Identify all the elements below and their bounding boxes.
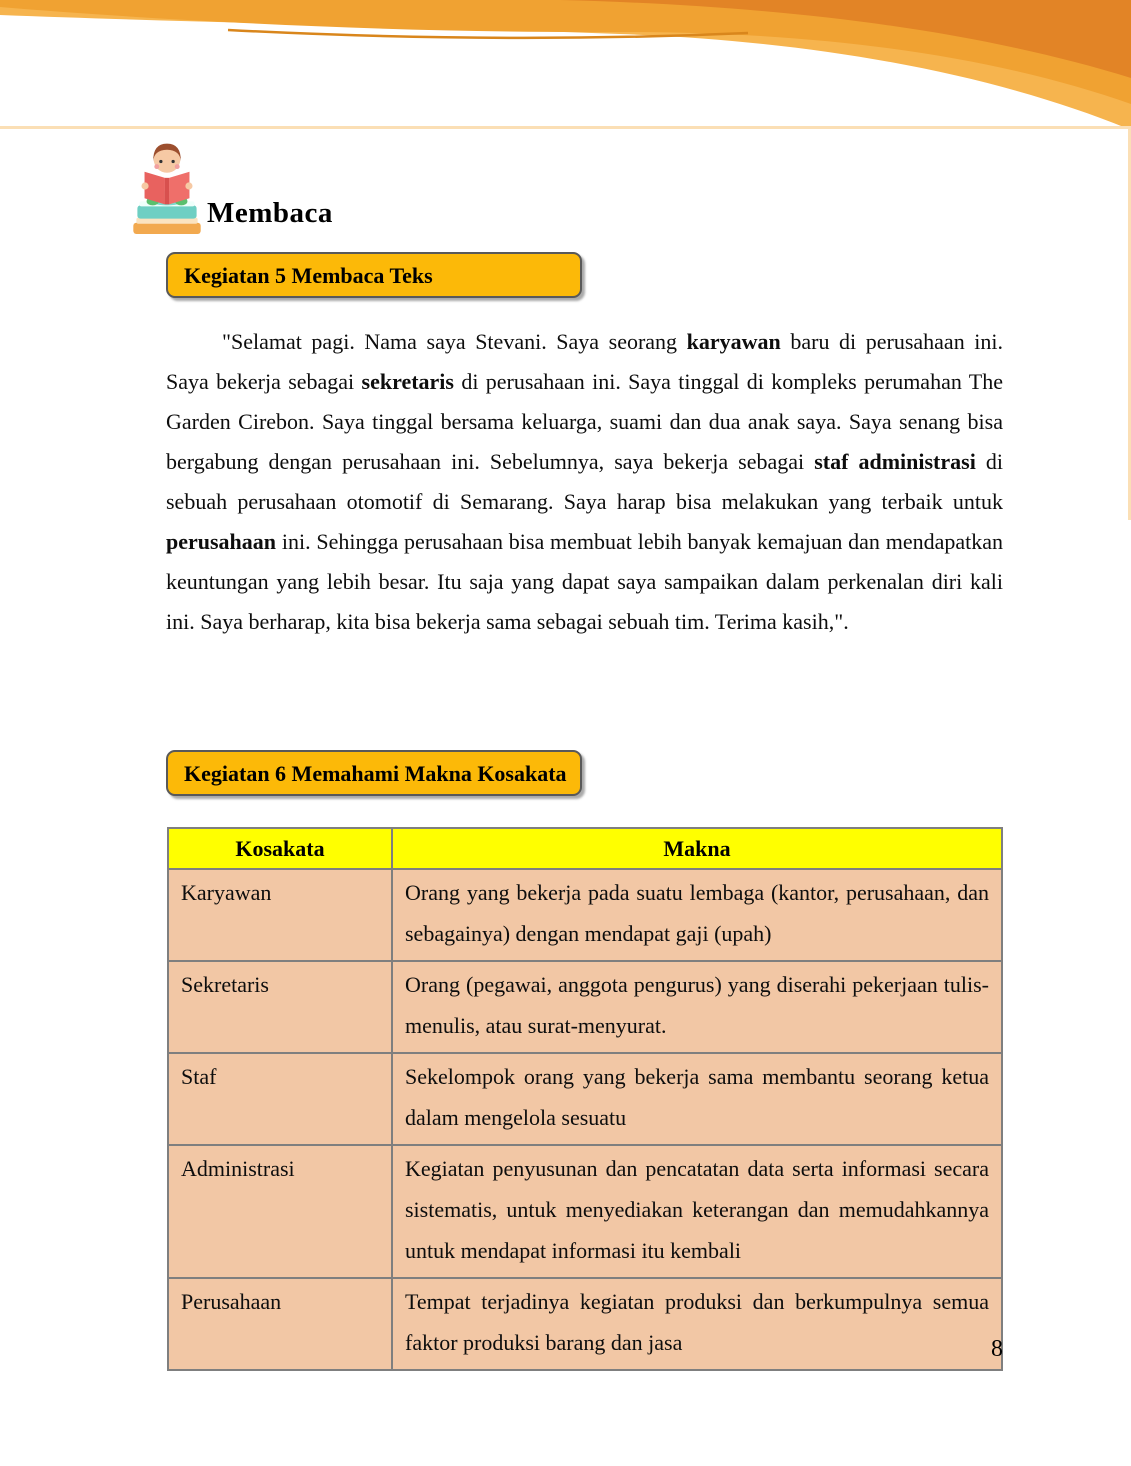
activity-5-header: Kegiatan 5 Membaca Teks [166, 252, 582, 298]
vocab-table [167, 827, 1003, 1371]
vocab-meaning-cell: Orang yang bekerja pada suatu lembaga (kantor, perusahaan, dan sebagainya) dengan mendapat gaji (upah) [392, 869, 1002, 961]
paragraph-text-run: di sebuah perusahaan otomotif di Semarang. Saya harap bisa melakukan yang terbaik untuk [166, 449, 1004, 514]
vocab-term-cell: Sekretaris [168, 961, 392, 1053]
vocab-term-cell: Administrasi [168, 1145, 392, 1278]
vocab-meaning-cell: Orang (pegawai, anggota pengurus) yang diserahi pekerjaan tulis-menulis, atau surat-menyurat. [392, 961, 1002, 1053]
vocab-row [168, 1053, 1002, 1145]
page-number: 8 [991, 1336, 1003, 1362]
reading-paragraph [166, 322, 1003, 642]
paragraph-text-run: "Selamat pagi. Nama saya Stevani. Saya seorang [222, 329, 687, 354]
vocab-column-header-meaning: Makna [392, 828, 1002, 869]
page-title: Membaca [207, 197, 333, 229]
vocab-meaning-cell: Tempat terjadinya kegiatan produksi dan berkumpulnya semua faktor produksi barang dan jasa [392, 1278, 1002, 1370]
vocab-term-cell: Karyawan [168, 869, 392, 961]
paragraph-text-run: di perusahaan ini. Saya tinggal di kompleks perumahan The Garden Cirebon. Saya tinggal bersama keluarga, suami dan dua anak saya. Saya senang bisa bergabung dengan perusahaan ini. Sebelumnya, saya bekerja sebagai [166, 369, 1003, 474]
vocab-meaning-cell: Sekelompok orang yang bekerja sama membantu seorang ketua dalam mengelola sesuatu [392, 1053, 1002, 1145]
vocab-row [168, 1145, 1002, 1278]
vocab-table-header-row [168, 828, 1002, 869]
highlighted-vocab-word: staf administrasi [814, 449, 976, 474]
highlighted-vocab-word: perusahaan [166, 529, 277, 554]
paragraph-text-run: ini. Sehingga perusahaan bisa membuat lebih banyak kemajuan dan mendapatkan keuntungan yang lebih besar. Itu saja yang dapat saya sampaikan dalam perkenalan diri kali ini. Saya berharap, kita bisa bekerja sama sebagai sebuah tim. Terima kasih,". [166, 529, 1003, 634]
vocab-term-cell: Staf [168, 1053, 392, 1145]
vocab-column-header-term: Kosakata [168, 828, 392, 869]
highlighted-vocab-word: karyawan [686, 329, 781, 354]
vocab-meaning-cell: Kegiatan penyusunan dan pencatatan data serta informasi secara sistematis, untuk menyediakan keterangan dan memudahkannya untuk mendapat informasi itu kembali [392, 1145, 1002, 1278]
reading-child-icon [130, 137, 204, 235]
activity-6-header: Kegiatan 6 Memahami Makna Kosakata [166, 750, 582, 796]
vocab-row [168, 869, 1002, 961]
vocab-term-cell: Perusahaan [168, 1278, 392, 1370]
section-heading [130, 137, 530, 237]
paragraph-text-run: baru di perusahaan ini. Saya bekerja sebagai [166, 329, 1004, 394]
header-swoosh-decoration [0, 0, 1131, 132]
highlighted-vocab-word: sekretaris [361, 369, 454, 394]
vocab-row [168, 1278, 1002, 1370]
vocab-row [168, 961, 1002, 1053]
header-rule-line [0, 126, 1131, 129]
